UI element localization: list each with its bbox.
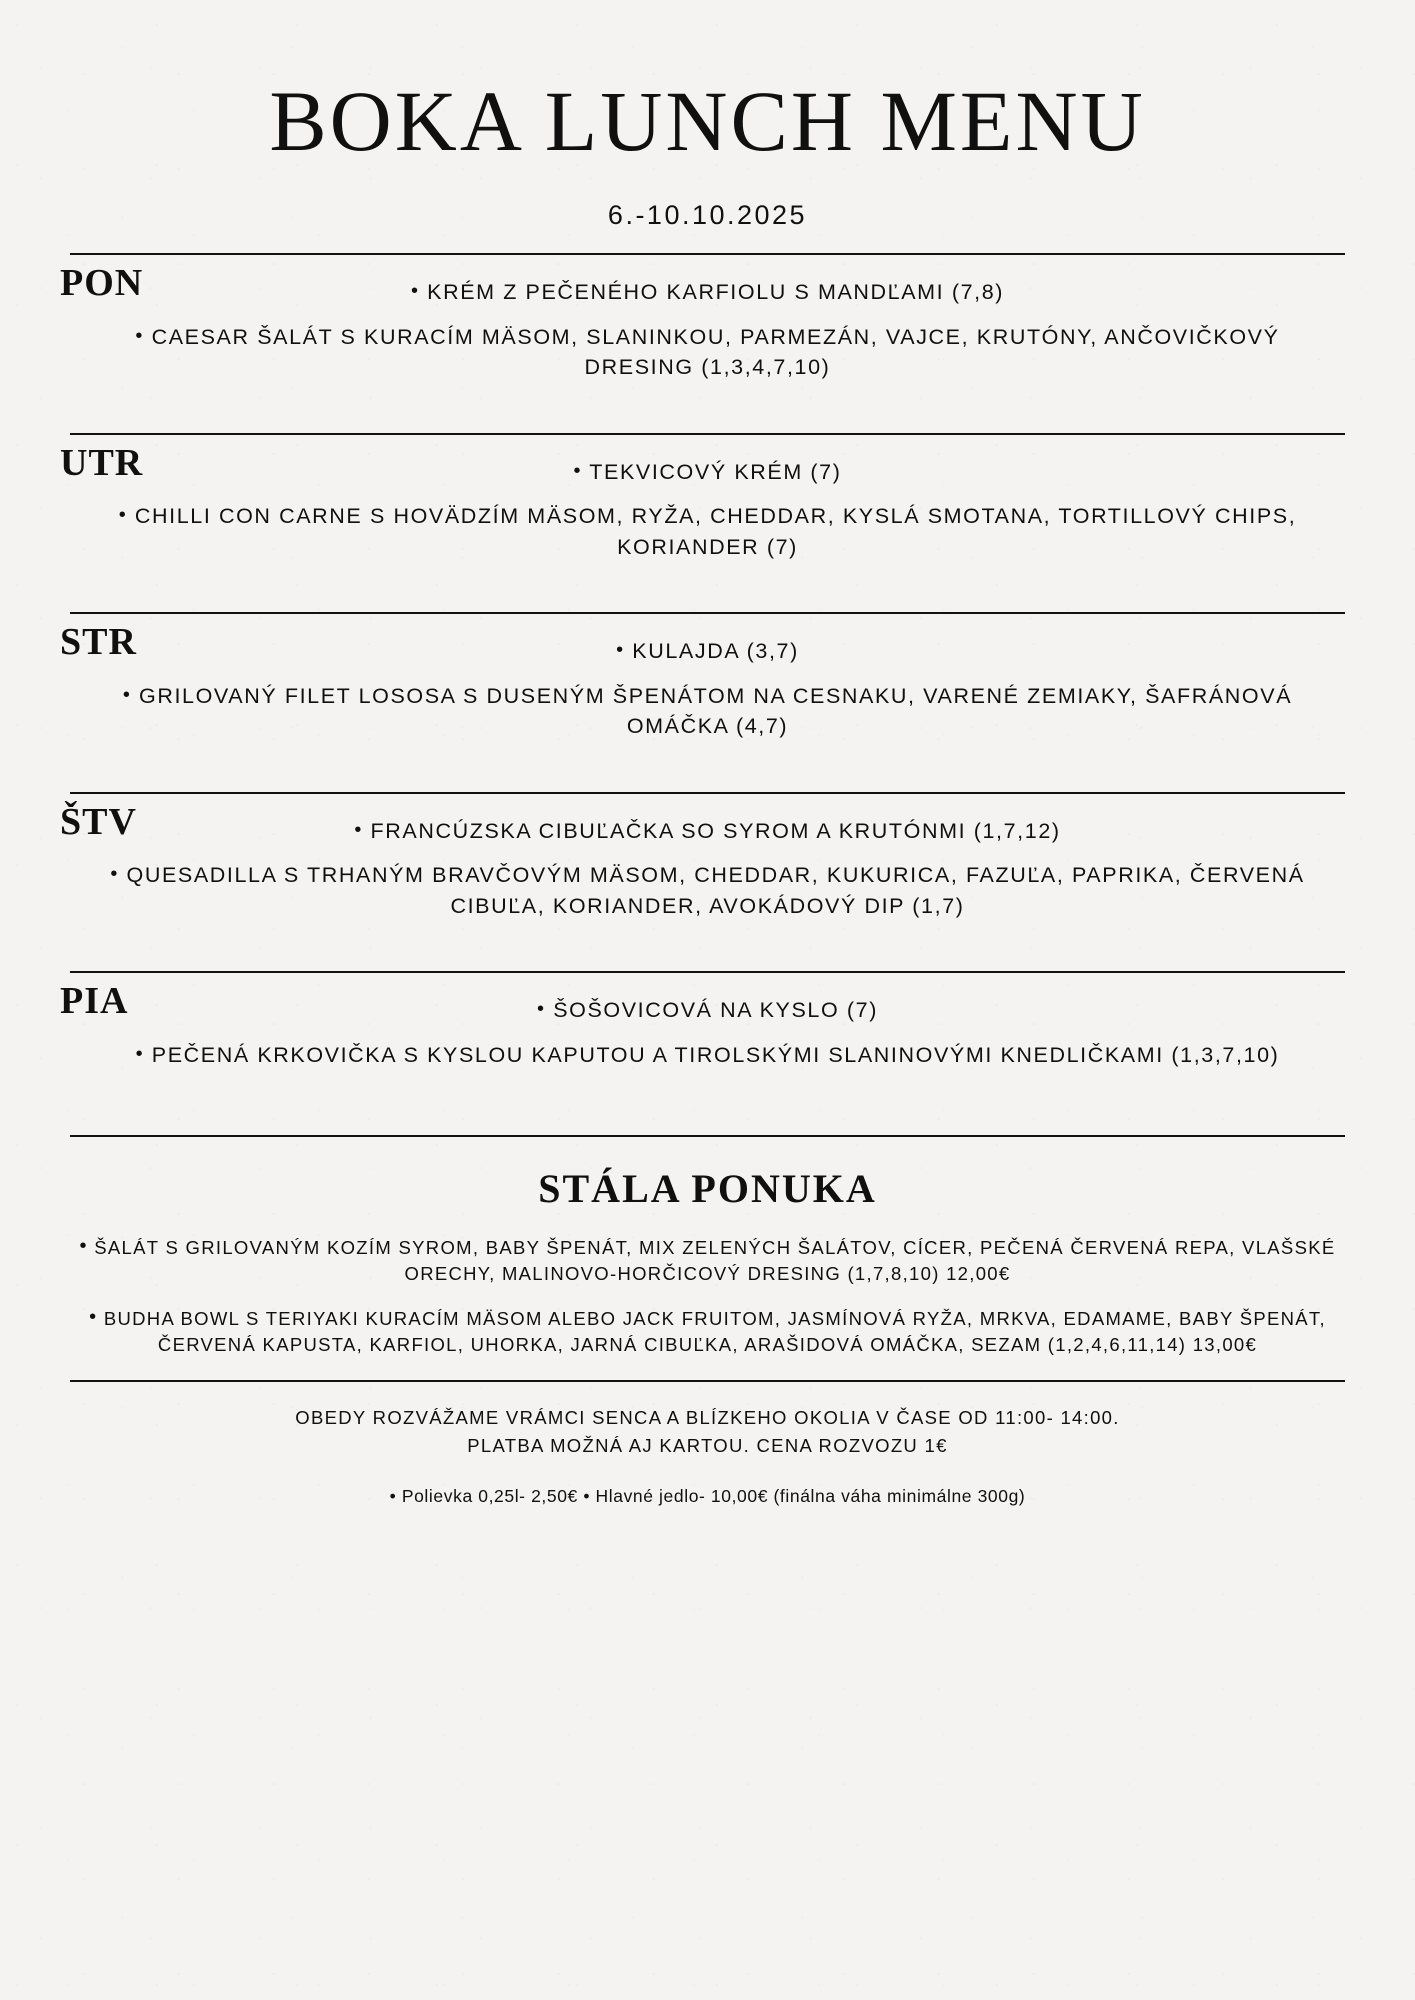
menu-item-text: ŠOŠOVICOVÁ NA KYSLO (7) <box>553 998 878 1023</box>
day-section-pia <box>60 973 1355 1113</box>
day-label-stv: ŠTV <box>60 800 137 843</box>
menu-item <box>60 681 1355 742</box>
day-items-stv <box>60 816 1355 922</box>
date-range: 6.-10.10.2025 <box>607 200 808 231</box>
payment-note: PLATBA MOŽNÁ AJ KARTOU. CENA ROZVOZU 1€ <box>467 1434 948 1456</box>
bullet-icon: • <box>616 639 625 662</box>
menu-item-text: KULAJDA (3,7) <box>632 639 799 664</box>
day-label-str: STR <box>60 621 137 664</box>
standing-menu-title: STÁLA PONUKA <box>538 1166 877 1212</box>
bullet-icon: • <box>89 1306 98 1329</box>
day-items-utr <box>60 457 1355 563</box>
menu-item-text: FRANCÚZSKA CIBUĽAČKA SO SYROM A KRUTÓNMI (1,7,12) <box>370 818 1061 843</box>
bullet-icon: • <box>122 683 132 706</box>
standing-item-text: ŠALÁT S GRILOVANÝM KOZÍM SYROM, BABY ŠPENÁT, MIX ZELENÝCH ŠALÁTOV, CÍCER, PEČENÁ ČERVENÁ REPA, VLAŠSKÉ ORECHY, MALINOVO-HORČICOVÝ DRESING (1,7,8,10) 12,00€ <box>94 1237 1336 1285</box>
menu-item <box>60 816 1355 847</box>
bullet-icon: • <box>410 280 420 303</box>
day-label-utr: UTR <box>60 441 144 484</box>
bullet-icon: • <box>110 863 119 886</box>
menu-item <box>60 995 1355 1026</box>
standing-item-text: BUDHA BOWL S TERIYAKI KURACÍM MÄSOM ALEBO JACK FRUITOM, JASMÍNOVÁ RYŽA, MRKVA, EDAMAME, BABY ŠPENÁT, ČERVENÁ KAPUSTA, KARFIOL, UHORKA, JARNÁ CIBUĽKA, ARAŠIDOVÁ OMÁČKA, SEZAM (1,2,4,6,11,14) 13,00€ <box>103 1308 1326 1356</box>
bullet-icon: • <box>573 459 583 482</box>
menu-item <box>60 860 1355 921</box>
menu-item-text: QUESADILLA S TRHANÝM BRAVČOVÝM MÄSOM, CHEDDAR, KUKURICA, FAZUĽA, PAPRIKA, ČERVENÁ CIBUĽA, KORIANDER, AVOKÁDOVÝ DIP (1,7) <box>126 863 1305 918</box>
menu-item-text: PEČENÁ KRKOVIČKA S KYSLOU KAPUTOU A TIROLSKÝMI SLANINOVÝMI KNEDLIČKAMI (1,3,7,10) <box>151 1043 1280 1067</box>
menu-item <box>60 636 1355 667</box>
menu-item <box>60 322 1355 383</box>
footer-prices: • Polievka 0,25l- 2,50€ • Hlavné jedlo- 10,00€ (finálna váha minimálne 300g) <box>389 1485 1026 1506</box>
bullet-icon: • <box>135 324 145 347</box>
day-section-utr <box>60 435 1355 591</box>
menu-item-text: GRILOVANÝ FILET LOSOSA S DUSENÝM ŠPENÁTOM NA CESNAKU, VARENÉ ZEMIAKY, ŠAFRÁNOVÁ OMÁČKA (4,7) <box>139 683 1293 739</box>
menu-item-text: CHILLI CON CARNE S HOVÄDZÍM MÄSOM, RYŽA, CHEDDAR, KYSLÁ SMOTANA, TORTILLOVÝ CHIPS, KORIANDER (7) <box>134 504 1297 559</box>
list-item <box>60 1303 1355 1358</box>
menu-item-text: KRÉM Z PEČENÉHO KARFIOLU S MANDĽAMI (7,8) <box>427 280 1005 305</box>
bullet-icon: • <box>118 504 128 527</box>
bullet-icon: • <box>79 1235 88 1258</box>
standing-menu-items <box>60 1232 1355 1358</box>
delivery-note: OBEDY ROZVÁŽAME VRÁMCI SENCA A BLÍZKEHO OKOLIA V ČASE OD 11:00- 14:00. <box>295 1407 1120 1429</box>
day-items-pon <box>60 277 1355 383</box>
list-item <box>60 1232 1355 1287</box>
menu-item-text: TEKVICOVÝ KRÉM (7) <box>589 459 842 484</box>
day-section-stv <box>60 794 1355 950</box>
day-section-str <box>60 614 1355 770</box>
standing-menu-section <box>60 1137 1355 1358</box>
day-label-pia: PIA <box>60 980 129 1023</box>
day-label-pon: PON <box>60 262 144 305</box>
page-title: BOKA LUNCH MENU <box>269 73 1146 169</box>
divider <box>70 1380 1345 1382</box>
menu-item <box>60 457 1355 488</box>
bullet-icon: • <box>135 1043 145 1065</box>
bullet-icon: • <box>537 998 546 1021</box>
menu-item <box>60 1040 1355 1071</box>
menu-item <box>60 277 1355 308</box>
bullet-icon: • <box>354 818 363 841</box>
menu-item-text: CAESAR ŠALÁT S KURACÍM MÄSOM, SLANINKOU, PARMEZÁN, VAJCE, KRUTÓNY, ANČOVIČKOVÝ DRESING (1,3,4,7,10) <box>151 324 1280 380</box>
footer-notes <box>60 1404 1355 1460</box>
menu-item <box>60 501 1355 562</box>
day-section-pon <box>60 255 1355 411</box>
day-items-pia <box>60 995 1355 1070</box>
day-items-str <box>60 636 1355 742</box>
